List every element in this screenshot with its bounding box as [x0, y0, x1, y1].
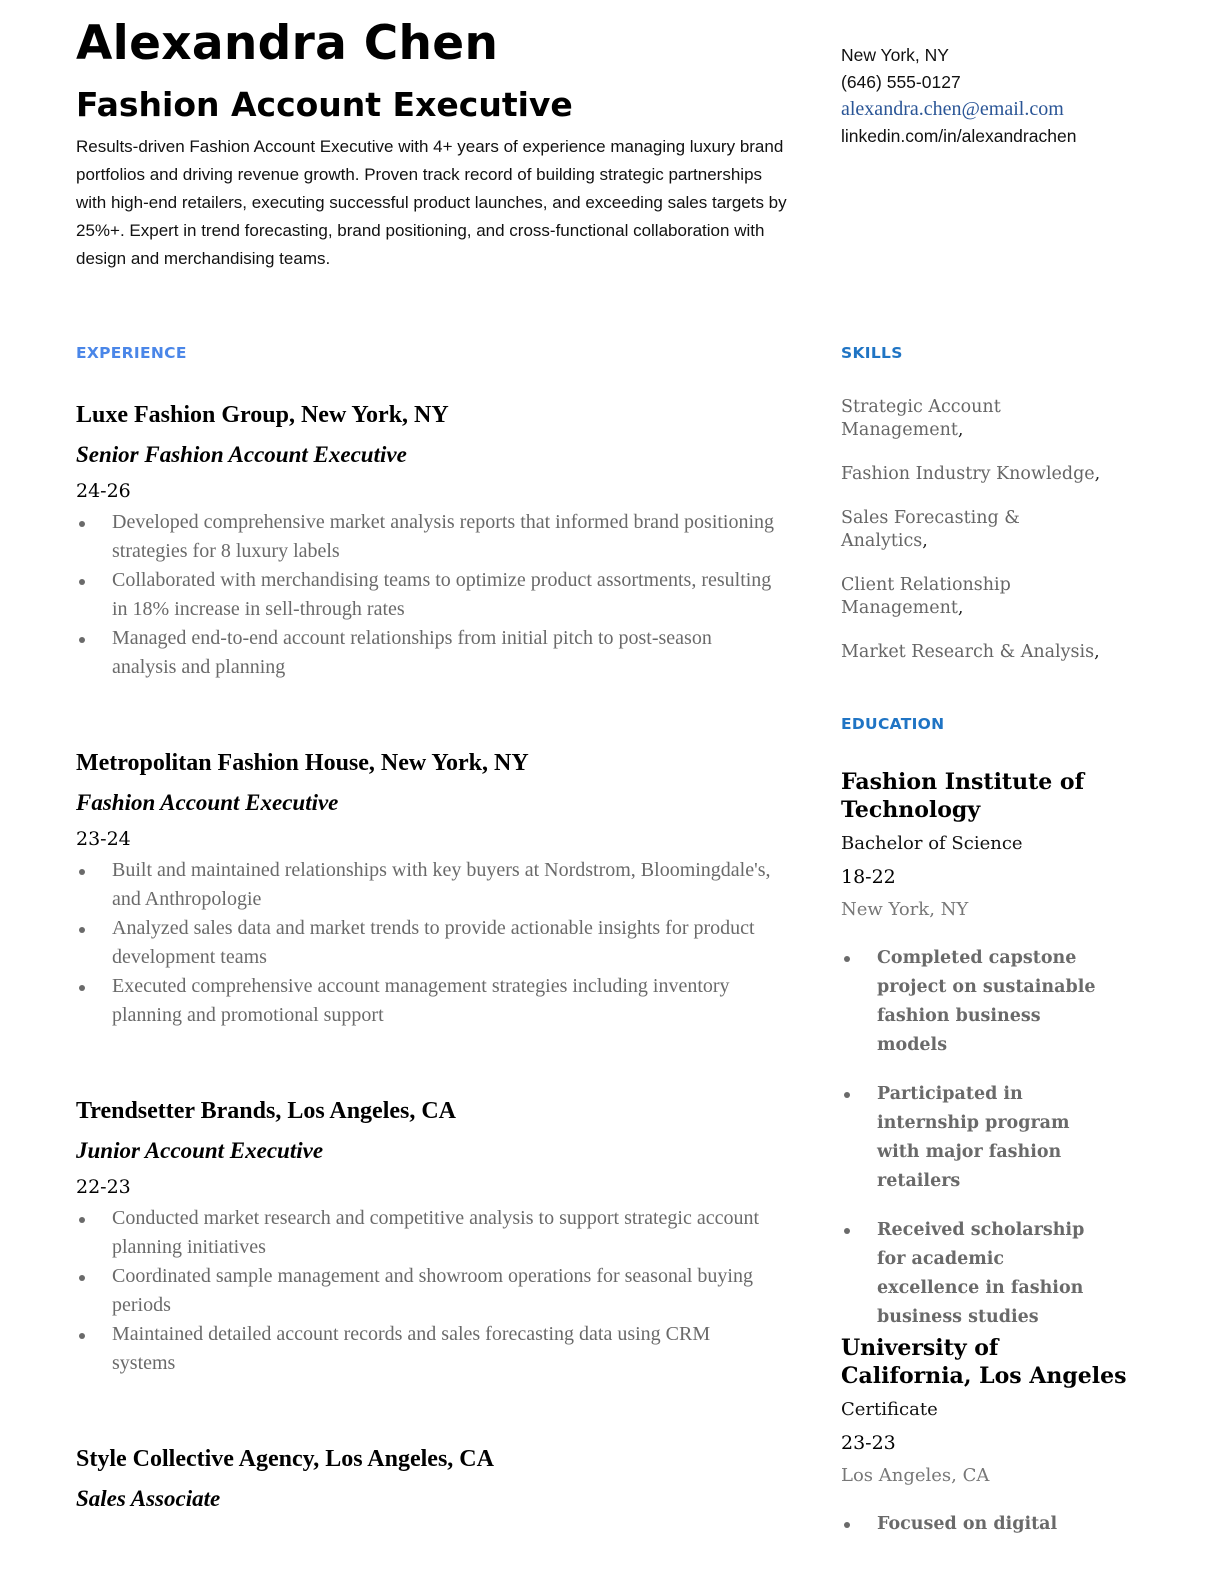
job-company: Style Collective Agency, Los Angeles, CA	[76, 1446, 494, 1472]
education-bullets	[841, 944, 1131, 1332]
bullet-text: Analyzed sales data and market trends to provide actionable insights for product development teams	[112, 917, 755, 968]
job-bullets	[76, 508, 776, 682]
skill-text: Market Research & Analysis	[841, 642, 1095, 662]
education-location: Los Angeles, CA	[841, 1465, 990, 1486]
education-bullets	[841, 1510, 1131, 1539]
school-name: Fashion Institute of Technology	[841, 769, 1085, 823]
bullet-item	[76, 1204, 776, 1262]
education-dates: 23-23	[841, 1432, 896, 1454]
bullet-text: Completed capstone project on sustainable fashion business models	[877, 948, 1096, 1055]
contact-phone: (646) 555-0127	[841, 72, 961, 92]
job-bullets	[76, 856, 776, 1030]
job-dates: 24-26	[76, 480, 131, 502]
bullet-icon	[79, 1275, 85, 1281]
bullet-icon	[79, 579, 85, 585]
skill-separator: ,	[957, 420, 964, 440]
education-entry	[841, 768, 1131, 1352]
job-role: Junior Account Executive	[76, 1138, 324, 1163]
bullet-item	[76, 566, 776, 624]
job-role: Senior Fashion Account Executive	[76, 442, 407, 467]
skill-text: Client Relationship Management	[841, 575, 1011, 618]
bullet-item	[841, 1510, 1107, 1539]
job-bullets	[76, 1204, 776, 1378]
job-company: Trendsetter Brands, Los Angeles, CA	[76, 1098, 457, 1124]
linkedin-url: linkedin.com/in/alexandrachen	[841, 126, 1077, 146]
job-role: Sales Associate	[76, 1486, 221, 1511]
bullet-item	[76, 508, 776, 566]
bullet-text: Developed comprehensive market analysis reports that informed brand positioning strategies for 8 luxury labels	[112, 511, 775, 562]
skills-list	[841, 396, 1141, 685]
bullet-text: Focused on digital	[877, 1514, 1058, 1534]
education-dates: 18-22	[841, 866, 896, 888]
skill-text: Sales Forecasting & Analytics	[841, 508, 1020, 551]
contact-location: New York, NY	[841, 45, 949, 65]
job-role: Fashion Account Executive	[76, 790, 339, 815]
bullet-text: Built and maintained relationships with key buyers at Nordstrom, Bloomingdale's, and Anthropologie	[112, 859, 771, 910]
bullet-icon	[844, 1092, 850, 1098]
job-dates: 23-24	[76, 828, 131, 850]
skill-separator: ,	[1094, 464, 1101, 484]
school-name: University of California, Los Angeles	[841, 1335, 1127, 1389]
bullet-item	[76, 972, 776, 1030]
bullet-item	[76, 1320, 776, 1378]
bullet-icon	[79, 521, 85, 527]
bullet-icon	[844, 1522, 850, 1528]
skill-separator: ,	[1094, 642, 1100, 662]
candidate-name: Alexandra Chen	[76, 16, 499, 71]
bullet-text: Maintained detailed account records and sales forecasting data using CRM systems	[112, 1323, 711, 1374]
degree: Certificate	[841, 1399, 938, 1420]
bullet-item	[76, 856, 776, 914]
bullet-item	[76, 624, 776, 682]
bullet-item	[76, 914, 776, 972]
skill-separator: ,	[957, 598, 964, 618]
bullet-icon	[844, 956, 850, 962]
education-location: New York, NY	[841, 899, 969, 920]
skill-separator: ,	[922, 531, 928, 551]
job-dates: 22-23	[76, 1176, 131, 1198]
skill-item	[841, 574, 1101, 620]
job-company: Metropolitan Fashion House, New York, NY	[76, 750, 529, 776]
job-company: Luxe Fashion Group, New York, NY	[76, 402, 449, 428]
summary: Results-driven Fashion Account Executive with 4+ years of experience managing luxury brand portfolios and driving revenue growth. Proven track record of building strategic partnerships with high-end retailers, executing successful product launches, and exceeding sales targets by 25%+. Expert in trend forecasting, brand positioning, and cross-functional collaboration with design and merchandising teams.	[76, 137, 787, 268]
bullet-icon	[79, 869, 85, 875]
skill-item	[841, 463, 1101, 486]
education-entry	[841, 1334, 1131, 1559]
skill-text: Fashion Industry Knowledge	[841, 464, 1095, 484]
bullet-icon	[844, 1228, 850, 1234]
skill-item	[841, 641, 1101, 664]
bullet-text: Collaborated with merchandising teams to optimize product assortments, resulting in 18% increase in sell-through rates	[112, 569, 772, 620]
bullet-item	[841, 944, 1107, 1060]
bullet-icon	[79, 1333, 85, 1339]
degree: Bachelor of Science	[841, 833, 1023, 854]
job-entry	[76, 748, 776, 1030]
bullet-text: Received scholarship for academic excellence in fashion business studies	[877, 1220, 1085, 1327]
job-entry	[76, 1444, 776, 1514]
skill-item	[841, 507, 1101, 553]
bullet-text: Conducted market research and competitive analysis to support strategic account planning initiatives	[112, 1207, 760, 1258]
skills-heading: SKILLS	[841, 344, 903, 362]
contact-info	[841, 42, 1076, 150]
bullet-text: Participated in internship program with major fashion retailers	[877, 1084, 1070, 1191]
education-heading: EDUCATION	[841, 715, 945, 733]
email-link[interactable]: alexandra.chen@email.com	[841, 98, 1064, 120]
bullet-icon	[79, 637, 85, 643]
skill-item	[841, 396, 1101, 442]
bullet-icon	[79, 927, 85, 933]
skill-text: Strategic Account Management	[841, 397, 1001, 440]
bullet-text: Coordinated sample management and showroom operations for seasonal buying periods	[112, 1265, 753, 1316]
bullet-text: Executed comprehensive account management strategies including inventory planning and promotional support	[112, 975, 730, 1026]
job-entry	[76, 1096, 776, 1378]
candidate-title: Fashion Account Executive	[76, 85, 573, 124]
experience-heading: EXPERIENCE	[76, 344, 187, 362]
job-entry	[76, 400, 776, 682]
bullet-icon	[79, 985, 85, 991]
bullet-icon	[79, 1217, 85, 1223]
bullet-item	[841, 1216, 1107, 1332]
bullet-item	[76, 1262, 776, 1320]
bullet-item	[841, 1080, 1107, 1196]
bullet-text: Managed end-to-end account relationships from initial pitch to post-season analysis and planning	[112, 627, 712, 678]
